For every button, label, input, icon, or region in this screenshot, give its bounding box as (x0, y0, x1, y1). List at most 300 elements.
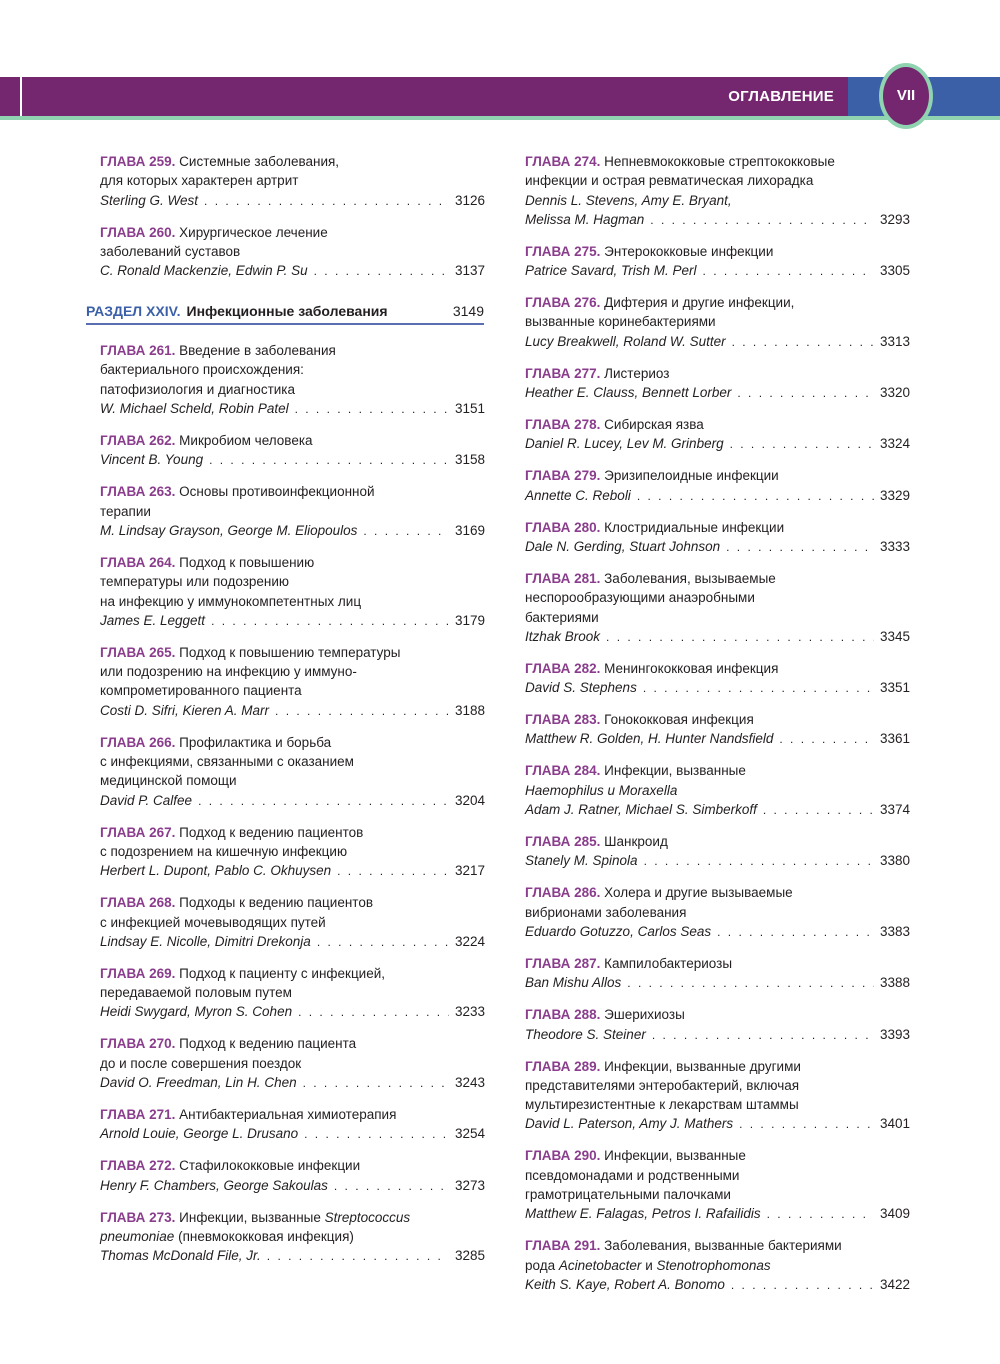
chapter-title-line: Подходы к ведению пациентов (179, 895, 374, 911)
toc-entry[interactable] (525, 466, 910, 505)
chapter-title-line: Заболевания, вызванные бактериями (604, 1238, 842, 1254)
chapter-title-line: Холера и другие вызываемые (604, 885, 793, 901)
entry-line (100, 341, 485, 360)
entry-authors: Matthew R. Golden, H. Hunter Nandsfield (525, 731, 774, 747)
entry-authors: Matthew E. Falagas, Petros I. Rafailidis (525, 1206, 761, 1222)
entry-line (100, 223, 485, 242)
entry-line (525, 415, 910, 434)
entry-line (525, 1146, 910, 1165)
chapter-number: ГЛАВА 269. (100, 965, 176, 981)
entry-line (100, 842, 485, 861)
entry-line (100, 360, 485, 379)
chapter-number: ГЛАВА 291. (525, 1238, 601, 1254)
dot-leader (198, 792, 449, 811)
chapter-title-line: бактериального происхождения: (100, 362, 304, 378)
entry-authors: David S. Stephens (525, 680, 637, 696)
entry-page-number: 3333 (879, 538, 910, 554)
chapter-title-line: Заболевания, вызываемые (604, 570, 776, 586)
dot-leader (211, 612, 449, 631)
entry-authors: David O. Freedman, Lin H. Chen (100, 1075, 297, 1091)
entry-page-number: 3233 (454, 1004, 485, 1020)
section-page: 3149 (452, 303, 484, 320)
toc-entry[interactable] (525, 1236, 910, 1295)
entry-line (100, 771, 485, 790)
chapter-title-line: терапии (100, 503, 151, 519)
entry-line (100, 643, 485, 662)
section-title: Инфекционные заболевания (186, 303, 388, 320)
chapter-title-line: с инфекцией мочевыводящих путей (100, 914, 326, 930)
toc-entry[interactable] (525, 1005, 910, 1044)
chapter-title-line: Кампилобактериозы (604, 955, 733, 971)
chapter-title-line: Стафилококковые инфекции (179, 1158, 361, 1174)
entry-line (525, 518, 910, 537)
entry-page-number: 3374 (879, 802, 910, 818)
entry-author-line (100, 932, 485, 952)
entry-line (100, 893, 485, 912)
entry-line (525, 1185, 910, 1204)
dot-leader (644, 852, 874, 871)
toc-entry[interactable] (100, 1034, 485, 1093)
entry-author-line (525, 678, 910, 698)
entry-authors: Sterling G. West (100, 192, 199, 208)
dot-leader (295, 400, 449, 419)
entry-authors: Melissa M. Hagman (525, 211, 645, 227)
chapter-title-line: Подход к повышению (179, 554, 315, 570)
chapter-title-line: (пневмококковая инфекция) (178, 1228, 354, 1244)
entry-line (100, 964, 485, 983)
entry-author-line (100, 399, 485, 419)
running-header-title: ОГЛАВЛЕНИЕ (728, 88, 834, 105)
entry-authors: Arnold Louie, George L. Drusano (100, 1126, 299, 1142)
chapter-title-line: Инфекции, вызванные (179, 1209, 321, 1225)
dot-leader (303, 1074, 449, 1093)
toc-entry[interactable] (525, 1146, 910, 1224)
toc-entry[interactable] (525, 710, 910, 749)
entry-author-line (100, 1246, 485, 1266)
chapter-title-line: Клостридиальные инфекции (604, 519, 785, 535)
entry-line (525, 954, 910, 973)
entry-author-line (100, 611, 485, 631)
entry-line (525, 608, 910, 627)
entry-authors: M. Lindsay Grayson, George M. Eliopoulos (100, 522, 358, 538)
chapter-number: ГЛАВА 262. (100, 433, 176, 449)
toc-entry[interactable] (525, 761, 910, 820)
entry-line (525, 152, 910, 171)
toc-entry[interactable] (525, 293, 910, 352)
entry-authors: Heidi Swygard, Myron S. Cohen (100, 1004, 293, 1020)
entry-author-line (525, 434, 910, 454)
entry-page-number: 3158 (454, 452, 485, 468)
entry-author-line (100, 1176, 485, 1196)
chapter-title-line: передаваемой половым путем (100, 985, 292, 1001)
entry-line (525, 761, 910, 780)
entry-page-number: 3169 (454, 522, 485, 538)
chapter-number: ГЛАВА 261. (100, 343, 176, 359)
entry-line (525, 171, 910, 190)
header-accent-line (0, 116, 1000, 120)
entry-author-line (525, 627, 910, 647)
dot-leader (650, 211, 874, 230)
chapter-title-line: Подход к ведению пациентов (179, 824, 364, 840)
chapter-number: ГЛАВА 266. (100, 734, 176, 750)
entry-authors: Patrice Savard, Trish M. Perl (525, 263, 697, 279)
toc-entry[interactable] (525, 954, 910, 993)
dot-leader (637, 487, 874, 506)
entry-author-line (100, 791, 485, 811)
dot-leader (763, 801, 874, 820)
entry-author-line (525, 1114, 910, 1134)
entry-line (100, 823, 485, 842)
chapter-title-line: Инфекции, вызванные (604, 763, 746, 779)
entry-authors: Theodore S. Steiner (525, 1026, 646, 1042)
chapter-title-line: неспорообразующими анаэробными (525, 590, 755, 606)
dot-leader (627, 974, 874, 993)
entry-authors: Lucy Breakwell, Roland W. Sutter (525, 333, 726, 349)
entry-line (100, 662, 485, 681)
entry-line (100, 171, 485, 190)
entry-line (525, 710, 910, 729)
entry-author-line (525, 800, 910, 820)
section-label: РАЗДЕЛ XXIV. (86, 303, 181, 320)
chapter-number: ГЛАВА 285. (525, 834, 601, 850)
chapter-title-line: мультирезистентные к лекарствам штаммы (525, 1097, 799, 1113)
entry-authors: Henry F. Chambers, George Sakoulas (100, 1177, 328, 1193)
entry-authors: David P. Calfee (100, 792, 193, 808)
chapter-title-italic: Acinetobacter (558, 1257, 642, 1273)
entry-page-number: 3293 (879, 211, 910, 227)
entry-authors: Heather E. Clauss, Bennett Lorber (525, 385, 732, 401)
chapter-title-line: псевдомонадами и родственными (525, 1167, 740, 1183)
entry-line (100, 681, 485, 700)
entry-authors: Annette C. Reboli (525, 487, 631, 503)
entry-line (100, 482, 485, 501)
entry-line (100, 1105, 485, 1124)
chapter-title-line: с подозрением на кишечную инфекцию (100, 843, 348, 859)
entry-author-line (525, 1025, 910, 1045)
chapter-number: ГЛАВА 259. (100, 154, 176, 169)
entry-line (100, 592, 485, 611)
entry-line (525, 832, 910, 851)
entry-line (100, 553, 485, 572)
entry-author-line (525, 261, 910, 281)
entry-authors: Vincent B. Young (100, 452, 204, 468)
dot-leader (267, 1247, 449, 1266)
chapter-number: ГЛАВА 278. (525, 417, 601, 433)
chapter-number: ГЛАВА 288. (525, 1007, 601, 1023)
toc-entry[interactable] (100, 152, 485, 211)
dot-leader (317, 933, 449, 952)
dot-leader (209, 451, 449, 470)
entry-line (525, 1005, 910, 1024)
entry-page-number: 3401 (879, 1116, 910, 1132)
chapter-title-line: Энтерококковые инфекции (604, 243, 774, 259)
entry-page-number: 3285 (454, 1248, 485, 1264)
dot-leader (730, 435, 874, 454)
chapter-title-italic: Stenotrophomonas (656, 1257, 771, 1273)
dot-leader (304, 1125, 449, 1144)
entry-page-number: 3361 (879, 731, 910, 747)
toc-entry[interactable] (100, 223, 485, 282)
dot-leader (314, 262, 449, 281)
chapter-number: ГЛАВА 265. (100, 644, 176, 660)
entry-page-number: 3243 (454, 1075, 485, 1091)
entry-author-line (100, 861, 485, 881)
entry-authors: C. Ronald Mackenzie, Edwin P. Su (100, 263, 308, 279)
entry-page-number: 3126 (454, 192, 485, 208)
dot-leader (779, 730, 874, 749)
chapter-title-line: на инфекцию у иммунокомпетентных лиц (100, 593, 362, 609)
toc-entry[interactable] (525, 152, 910, 230)
chapter-number: ГЛАВА 286. (525, 885, 601, 901)
entry-authors: Lindsay E. Nicolle, Dimitri Drekonja (100, 933, 311, 949)
chapter-number: ГЛАВА 277. (525, 365, 601, 381)
dot-leader (275, 702, 449, 721)
chapter-number: ГЛАВА 268. (100, 895, 176, 911)
chapter-title-line: Подход к повышению температуры (179, 644, 401, 660)
entry-line (525, 466, 910, 485)
entry-line (100, 502, 485, 521)
entry-authors: Keith S. Kaye, Robert A. Bonomo (525, 1276, 725, 1292)
dot-leader (739, 1115, 874, 1134)
entry-line (525, 1076, 910, 1095)
chapter-title-line: Шанкроид (604, 834, 668, 850)
chapter-title-line: Непневмококковые стрептококковые (604, 154, 835, 169)
entry-page-number: 3345 (879, 628, 910, 644)
entry-line (525, 242, 910, 261)
dot-leader (652, 1026, 874, 1045)
entry-line (100, 572, 485, 591)
chapter-title-line: Листериоз (604, 365, 670, 381)
toc-right-column (525, 152, 910, 1307)
entry-authors: Eduardo Gotuzzo, Carlos Seas (525, 923, 712, 939)
entry-authors: W. Michael Scheld, Robin Patel (100, 401, 289, 417)
entry-author-line (525, 486, 910, 506)
entry-authors: Itzhak Brook (525, 628, 601, 644)
toc-entry[interactable] (100, 964, 485, 1023)
chapter-title-line: Подход к ведению пациента (179, 1036, 357, 1052)
chapter-title-line: и (645, 1257, 653, 1273)
entry-page-number: 3305 (879, 263, 910, 279)
toc-entry[interactable] (525, 659, 910, 698)
chapter-title-line: инфекции и острая ревматическая лихорадка (525, 173, 814, 189)
toc-entry[interactable] (100, 823, 485, 882)
entry-line (100, 1034, 485, 1053)
entry-page-number: 3217 (454, 863, 485, 879)
chapter-number: ГЛАВА 275. (525, 243, 601, 259)
chapter-title-line: грамотрицательными палочками (525, 1187, 731, 1203)
chapter-number: ГЛАВА 273. (100, 1209, 176, 1225)
entry-author-line (100, 450, 485, 470)
entry-authors: Dale N. Gerding, Stuart Johnson (525, 538, 721, 554)
chapter-title-line: Системные заболевания, (179, 154, 340, 169)
chapter-title-line: Введение в заболевания (179, 343, 336, 359)
chapter-title-line: Хирургическое лечение (179, 224, 328, 240)
dot-leader (298, 1003, 449, 1022)
entry-line (525, 903, 910, 922)
chapter-number: ГЛАВА 284. (525, 763, 601, 779)
toc-entry[interactable] (525, 518, 910, 557)
entry-author-line (100, 1073, 485, 1093)
chapter-number: ГЛАВА 264. (100, 554, 176, 570)
entry-page-number: 3254 (454, 1126, 485, 1142)
chapter-title-line: Профилактика и борьба (179, 734, 332, 750)
entry-line (525, 569, 910, 588)
chapter-title-line: бактериями (525, 609, 599, 625)
toc-entry[interactable] (100, 643, 485, 721)
entry-author-line (100, 701, 485, 721)
dot-leader (717, 923, 874, 942)
entry-author-line (525, 851, 910, 871)
dot-leader (767, 1205, 874, 1224)
chapter-title-line: Инфекции, вызванные другими (604, 1058, 801, 1074)
entry-author-line (525, 210, 910, 230)
entry-page-number: 3224 (454, 933, 485, 949)
entry-page-number: 3188 (454, 702, 485, 718)
entry-line (100, 752, 485, 771)
entry-page-number: 3324 (879, 436, 910, 452)
header-edge-strip (0, 77, 22, 116)
chapter-title-line: медицинской помощи (100, 773, 237, 789)
dot-leader (731, 1276, 874, 1295)
chapter-title-line: с инфекциями, связанными с оказанием (100, 754, 354, 770)
entry-page-number: 3320 (879, 385, 910, 401)
entry-line (100, 1208, 485, 1227)
toc-entry[interactable] (100, 431, 485, 470)
dot-leader (643, 679, 874, 698)
entry-line (525, 293, 910, 312)
page-number-badge: VII (879, 63, 933, 129)
chapter-number: ГЛАВА 289. (525, 1058, 601, 1074)
chapter-number: ГЛАВА 270. (100, 1036, 176, 1052)
entry-line (525, 1166, 910, 1185)
entry-author-line (525, 1204, 910, 1224)
entry-author-line (525, 922, 910, 942)
dot-leader (363, 522, 449, 541)
chapter-title-line: заболеваний суставов (100, 243, 241, 259)
toc-entry[interactable] (525, 569, 910, 647)
chapter-title-line: Эшерихиозы (604, 1007, 685, 1023)
dot-leader (606, 628, 874, 647)
chapter-title-line: Основы противоинфекционной (179, 484, 375, 500)
toc-entry[interactable] (100, 733, 485, 811)
entry-line (100, 1227, 485, 1246)
entry-authors: James E. Leggett (100, 612, 206, 628)
chapter-title-italic: Haemophilus и Moraxella (525, 782, 678, 798)
chapter-title-line: вызванные коринебактериями (525, 314, 716, 330)
entry-page-number: 3273 (454, 1177, 485, 1193)
chapter-number: ГЛАВА 263. (100, 484, 176, 500)
toc-entry[interactable] (100, 893, 485, 952)
toc-entry[interactable] (525, 832, 910, 871)
chapter-title-italic: pneumoniae (100, 1228, 175, 1244)
toc-entry[interactable] (525, 242, 910, 281)
entry-page-number: 3204 (454, 792, 485, 808)
toc-left-column (86, 152, 485, 1278)
entry-line (100, 733, 485, 752)
section-heading[interactable] (86, 303, 484, 325)
toc-entry[interactable] (100, 341, 485, 419)
chapter-title-line: Инфекции, вызванные (604, 1148, 746, 1164)
chapter-title-line: до и после совершения поездок (100, 1055, 302, 1071)
chapter-number: ГЛАВА 271. (100, 1107, 176, 1123)
entry-line (525, 364, 910, 383)
chapter-title-line: или подозрению на инфекцию у иммуно- (100, 664, 357, 680)
entry-page-number: 3313 (879, 333, 910, 349)
entry-author-line (525, 973, 910, 993)
entry-author-line (100, 191, 485, 211)
chapter-title-line: патофизиология и диагностика (100, 381, 296, 397)
entry-authors: Costi D. Sifri, Kieren A. Marr (100, 702, 270, 718)
chapter-title-line: Эризипелоидные инфекции (604, 468, 779, 484)
chapter-title-line: температуры или подозрению (100, 574, 290, 590)
chapter-title-line: Гонококковая инфекция (604, 712, 754, 728)
toc-entry[interactable] (100, 1156, 485, 1195)
entry-authors: Dennis L. Stevens, Amy E. Bryant, (525, 192, 732, 208)
chapter-number: ГЛАВА 267. (100, 824, 176, 840)
chapter-number: ГЛАВА 280. (525, 519, 601, 535)
entry-author-line (525, 1275, 910, 1295)
toc-entry[interactable] (100, 1208, 485, 1267)
dot-leader (737, 384, 874, 403)
dot-leader (337, 862, 449, 881)
entry-author-line (100, 1002, 485, 1022)
toc-entry[interactable] (525, 415, 910, 454)
chapter-number: ГЛАВА 279. (525, 468, 601, 484)
chapter-title-line: Подход к пациенту с инфекцией, (179, 965, 386, 981)
entry-line (525, 1236, 910, 1255)
entry-line (525, 1095, 910, 1114)
chapter-number: ГЛАВА 282. (525, 660, 601, 676)
chapter-number: ГЛАВА 276. (525, 295, 601, 311)
entry-page-number: 3383 (879, 923, 910, 939)
entry-page-number: 3137 (454, 263, 485, 279)
entry-line (100, 242, 485, 261)
entry-authors: Adam J. Ratner, Michael S. Simberkoff (525, 802, 757, 818)
entry-authors: Ban Mishu Allos (525, 975, 622, 991)
dot-leader (703, 262, 874, 281)
toc-entry[interactable] (100, 553, 485, 631)
entry-authors: Thomas McDonald File, Jr. (100, 1248, 261, 1264)
dot-leader (732, 333, 874, 352)
entry-page-number: 3179 (454, 612, 485, 628)
entry-author-line (525, 332, 910, 352)
chapter-title-line: для которых характерен артрит (100, 173, 299, 189)
toc-entry[interactable] (525, 883, 910, 942)
entry-author-line (100, 521, 485, 541)
chapter-number: ГЛАВА 274. (525, 154, 601, 169)
entry-line (525, 1256, 910, 1275)
entry-author-line (525, 537, 910, 557)
entry-page-number: 3393 (879, 1026, 910, 1042)
toc-entry[interactable] (100, 1105, 485, 1144)
entry-line (100, 1156, 485, 1175)
entry-line (525, 883, 910, 902)
entry-line (100, 152, 485, 171)
entry-line (100, 431, 485, 450)
chapter-title-line: рода (525, 1257, 556, 1273)
toc-entry[interactable] (525, 1057, 910, 1135)
entry-page-number: 3151 (454, 401, 485, 417)
toc-entry[interactable] (525, 364, 910, 403)
chapter-title-italic: Streptococcus (324, 1209, 411, 1225)
entry-author-line (100, 1124, 485, 1144)
dot-leader (726, 538, 874, 557)
toc-entry[interactable] (100, 482, 485, 541)
entry-line (525, 781, 910, 800)
entry-page-number: 3409 (879, 1206, 910, 1222)
chapter-number: ГЛАВА 283. (525, 712, 601, 728)
entry-line (100, 380, 485, 399)
